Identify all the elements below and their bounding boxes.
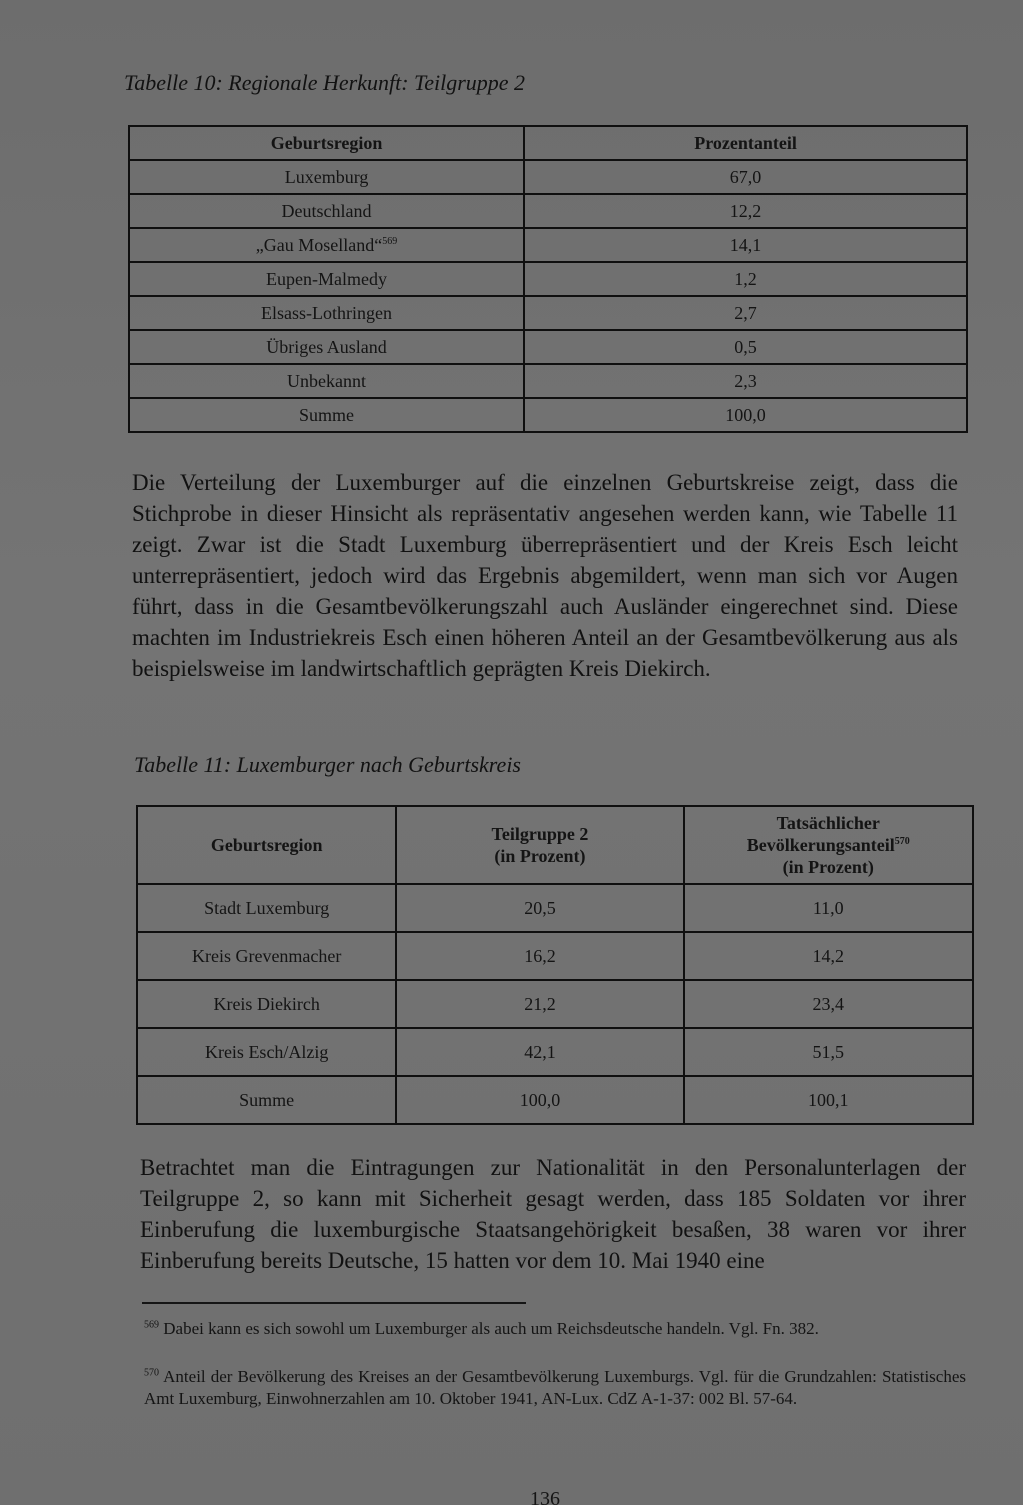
table-header-row bbox=[137, 806, 973, 884]
value-cell: 0,5 bbox=[524, 330, 967, 364]
table-row bbox=[129, 262, 967, 296]
region-cell: Kreis Esch/Alzig bbox=[137, 1028, 396, 1076]
value-cell: 14,1 bbox=[524, 228, 967, 262]
body-paragraph: Betrachtet man die Eintragungen zur Nationalität in den Personalunterlagen der Teilgruppe 2, so kann mit Sicherheit gesagt werden, dass 185 Soldaten vor ihrer Einberufung die luxemburgische Staatsangehörigkeit besaßen, 38 waren vor ihrer Einberufung bereits Deutsche, 15 hatten vor dem 10. Mai 1940 eine bbox=[140, 1155, 966, 1273]
table-regionale-herkunft bbox=[128, 125, 968, 433]
region-label: „Gau Moselland“ bbox=[255, 234, 383, 255]
region-cell: Summe bbox=[137, 1076, 396, 1124]
region-cell: Deutschland bbox=[129, 194, 524, 228]
table-row-sum bbox=[129, 398, 967, 432]
anteil-cell: 14,2 bbox=[684, 932, 973, 980]
region-cell: Kreis Diekirch bbox=[137, 980, 396, 1028]
table-row bbox=[129, 194, 967, 228]
table-row bbox=[129, 330, 967, 364]
region-cell: Luxemburg bbox=[129, 160, 524, 194]
value-cell: 12,2 bbox=[524, 194, 967, 228]
header-line: Teilgruppe 2 bbox=[491, 824, 589, 844]
value-cell: 100,0 bbox=[524, 398, 967, 432]
footnote-number: 570 bbox=[144, 1367, 159, 1379]
footnote-marker: 570 bbox=[894, 836, 910, 847]
region-cell: Unbekannt bbox=[129, 364, 524, 398]
anteil-cell: 51,5 bbox=[684, 1028, 973, 1076]
header-line: (in Prozent) bbox=[782, 857, 874, 877]
region-cell: Stadt Luxemburg bbox=[137, 884, 396, 932]
value-cell: 1,2 bbox=[524, 262, 967, 296]
header-line: Tatsächlicher bbox=[776, 813, 880, 833]
column-header-prozentanteil: Prozentanteil bbox=[524, 126, 967, 160]
header-line: Bevölkerungsanteil bbox=[746, 835, 895, 855]
footnote-text: Anteil der Bevölkerung des Kreises an der Gesamtbevölkerung Luxemburgs. Vgl. für die Grundzahlen: Statistisches Amt Luxemburg, Einwohnerzahlen am 10. Oktober 1941, AN-Lux. CdZ A-1-37: 002 Bl. 57-64. bbox=[144, 1367, 967, 1408]
body-paragraph: Die Verteilung der Luxemburger auf die einzelnen Geburtskreise zeigt, dass die Stichprobe in dieser Hinsicht als repräsentativ angesehen werden kann, wie Tabelle 11 zeigt. Zwar ist die Stadt Luxemburg überrepräsentiert und der Kreis Esch leicht unterrepräsentiert, jedoch wird das Ergebnis abgemildert, wenn man sich vor Augen führt, dass in die Gesamtbevölkerungszahl auch Ausländer eingerechnet sind. Diese machten im Industriekreis Esch einen höheren Anteil an der Gesamtbevölkerung aus als beispielsweise im landwirtschaftlich geprägten Kreis Diekirch. bbox=[132, 470, 958, 681]
column-header-bevoelkerungsanteil bbox=[684, 806, 973, 884]
footnote bbox=[144, 1366, 966, 1410]
table10-caption: Tabelle 10: Regionale Herkunft: Teilgruppe 2 bbox=[124, 70, 526, 95]
column-header-geburtsregion: Geburtsregion bbox=[137, 806, 396, 884]
page-number: 136 bbox=[530, 1488, 560, 1505]
teilgruppe-cell: 16,2 bbox=[396, 932, 683, 980]
footnote-divider bbox=[142, 1302, 526, 1304]
teilgruppe-cell: 20,5 bbox=[396, 884, 683, 932]
region-cell: Übriges Ausland bbox=[129, 330, 524, 364]
footnote-number: 569 bbox=[144, 1319, 159, 1331]
table-row-sum bbox=[137, 1076, 973, 1124]
region-cell: Elsass-Lothringen bbox=[129, 296, 524, 330]
region-cell: Summe bbox=[129, 398, 524, 432]
footnote-marker: 569 bbox=[382, 235, 398, 247]
table-row bbox=[129, 228, 967, 262]
anteil-cell: 23,4 bbox=[684, 980, 973, 1028]
footnote-text: Dabei kann es sich sowohl um Luxemburger als auch um Reichsdeutsche handeln. Vgl. Fn. 382. bbox=[163, 1319, 819, 1338]
region-cell bbox=[129, 228, 524, 262]
table-row bbox=[129, 296, 967, 330]
table-row bbox=[137, 884, 973, 932]
header-line: (in Prozent) bbox=[494, 846, 586, 866]
teilgruppe-cell: 21,2 bbox=[396, 980, 683, 1028]
anteil-cell: 100,1 bbox=[684, 1076, 973, 1124]
table-row bbox=[129, 160, 967, 194]
teilgruppe-cell: 100,0 bbox=[396, 1076, 683, 1124]
table-row bbox=[137, 932, 973, 980]
table-row bbox=[137, 1028, 973, 1076]
teilgruppe-cell: 42,1 bbox=[396, 1028, 683, 1076]
table-luxemburger-nach-geburtskreis bbox=[136, 805, 974, 1125]
region-cell: Eupen-Malmedy bbox=[129, 262, 524, 296]
value-cell: 2,3 bbox=[524, 364, 967, 398]
column-header-teilgruppe bbox=[396, 806, 683, 884]
footnote bbox=[144, 1318, 966, 1340]
value-cell: 2,7 bbox=[524, 296, 967, 330]
table11-caption: Tabelle 11: Luxemburger nach Geburtskreis bbox=[134, 752, 521, 777]
anteil-cell: 11,0 bbox=[684, 884, 973, 932]
column-header-geburtsregion: Geburtsregion bbox=[129, 126, 524, 160]
value-cell: 67,0 bbox=[524, 160, 967, 194]
region-cell: Kreis Grevenmacher bbox=[137, 932, 396, 980]
table-row bbox=[129, 364, 967, 398]
table-row bbox=[137, 980, 973, 1028]
table-header-row bbox=[129, 126, 967, 160]
